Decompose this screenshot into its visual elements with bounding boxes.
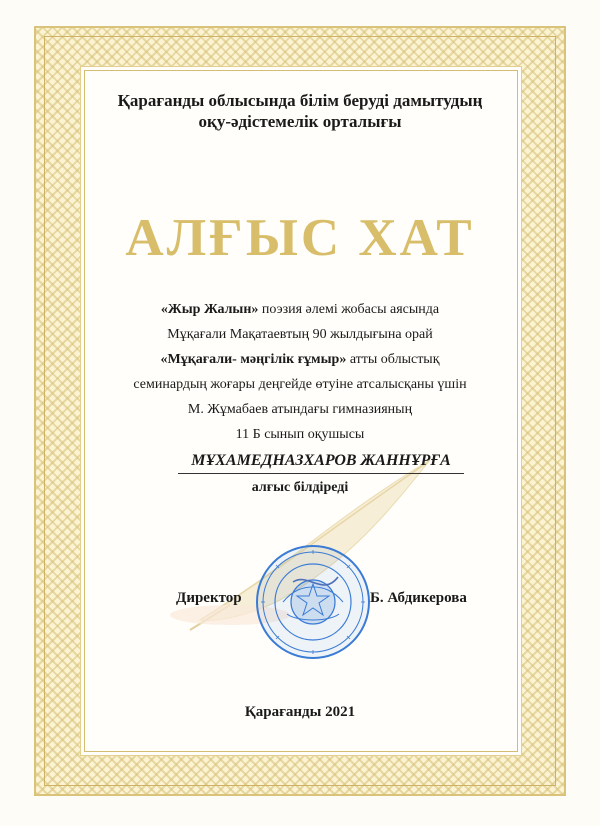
director-label: Директор bbox=[176, 590, 242, 606]
body-line-6: 11 Б сынып оқушысы bbox=[235, 427, 365, 442]
place-and-year: Қарағанды 2021 bbox=[244, 704, 356, 720]
project-name: «Жыр Жалын» bbox=[160, 302, 259, 317]
seminar-name: «Мұқағали- мәңгілік ғұмыр» bbox=[160, 352, 347, 367]
organization-line-2: оқу-әдістемелік орталығы bbox=[198, 112, 402, 131]
body-line-5: М. Жұмабаев атындағы гимназияның bbox=[187, 402, 413, 417]
body-line-4: семинардың жоғары деңгейде өтуіне атсалысқаны үшін bbox=[133, 377, 467, 392]
official-round-stamp-icon bbox=[253, 542, 373, 662]
certificate-body bbox=[84, 297, 516, 447]
thanks-text: алғыс білдіреді bbox=[251, 480, 349, 495]
body-line-1-text: поэзия әлемі жобасы аясында bbox=[258, 302, 440, 317]
body-line-1 bbox=[84, 297, 516, 322]
body-line-3 bbox=[84, 347, 516, 372]
body-line-3-text: атты облыстық bbox=[346, 352, 440, 367]
page-title: АЛҒЫС ХАТ bbox=[125, 209, 475, 267]
recipient-name: МҰХАМЕДНАЗХАРОВ ЖАННҰРҒА bbox=[178, 449, 464, 474]
organization-line-1: Қарағанды облысында білім беруді дамытудың bbox=[117, 91, 483, 110]
body-line-2: Мұқағали Мақатаевтың 90 жылдығына орай bbox=[167, 327, 433, 342]
director-name: Б. Абдикерова bbox=[370, 590, 467, 606]
organization-name bbox=[84, 90, 516, 132]
